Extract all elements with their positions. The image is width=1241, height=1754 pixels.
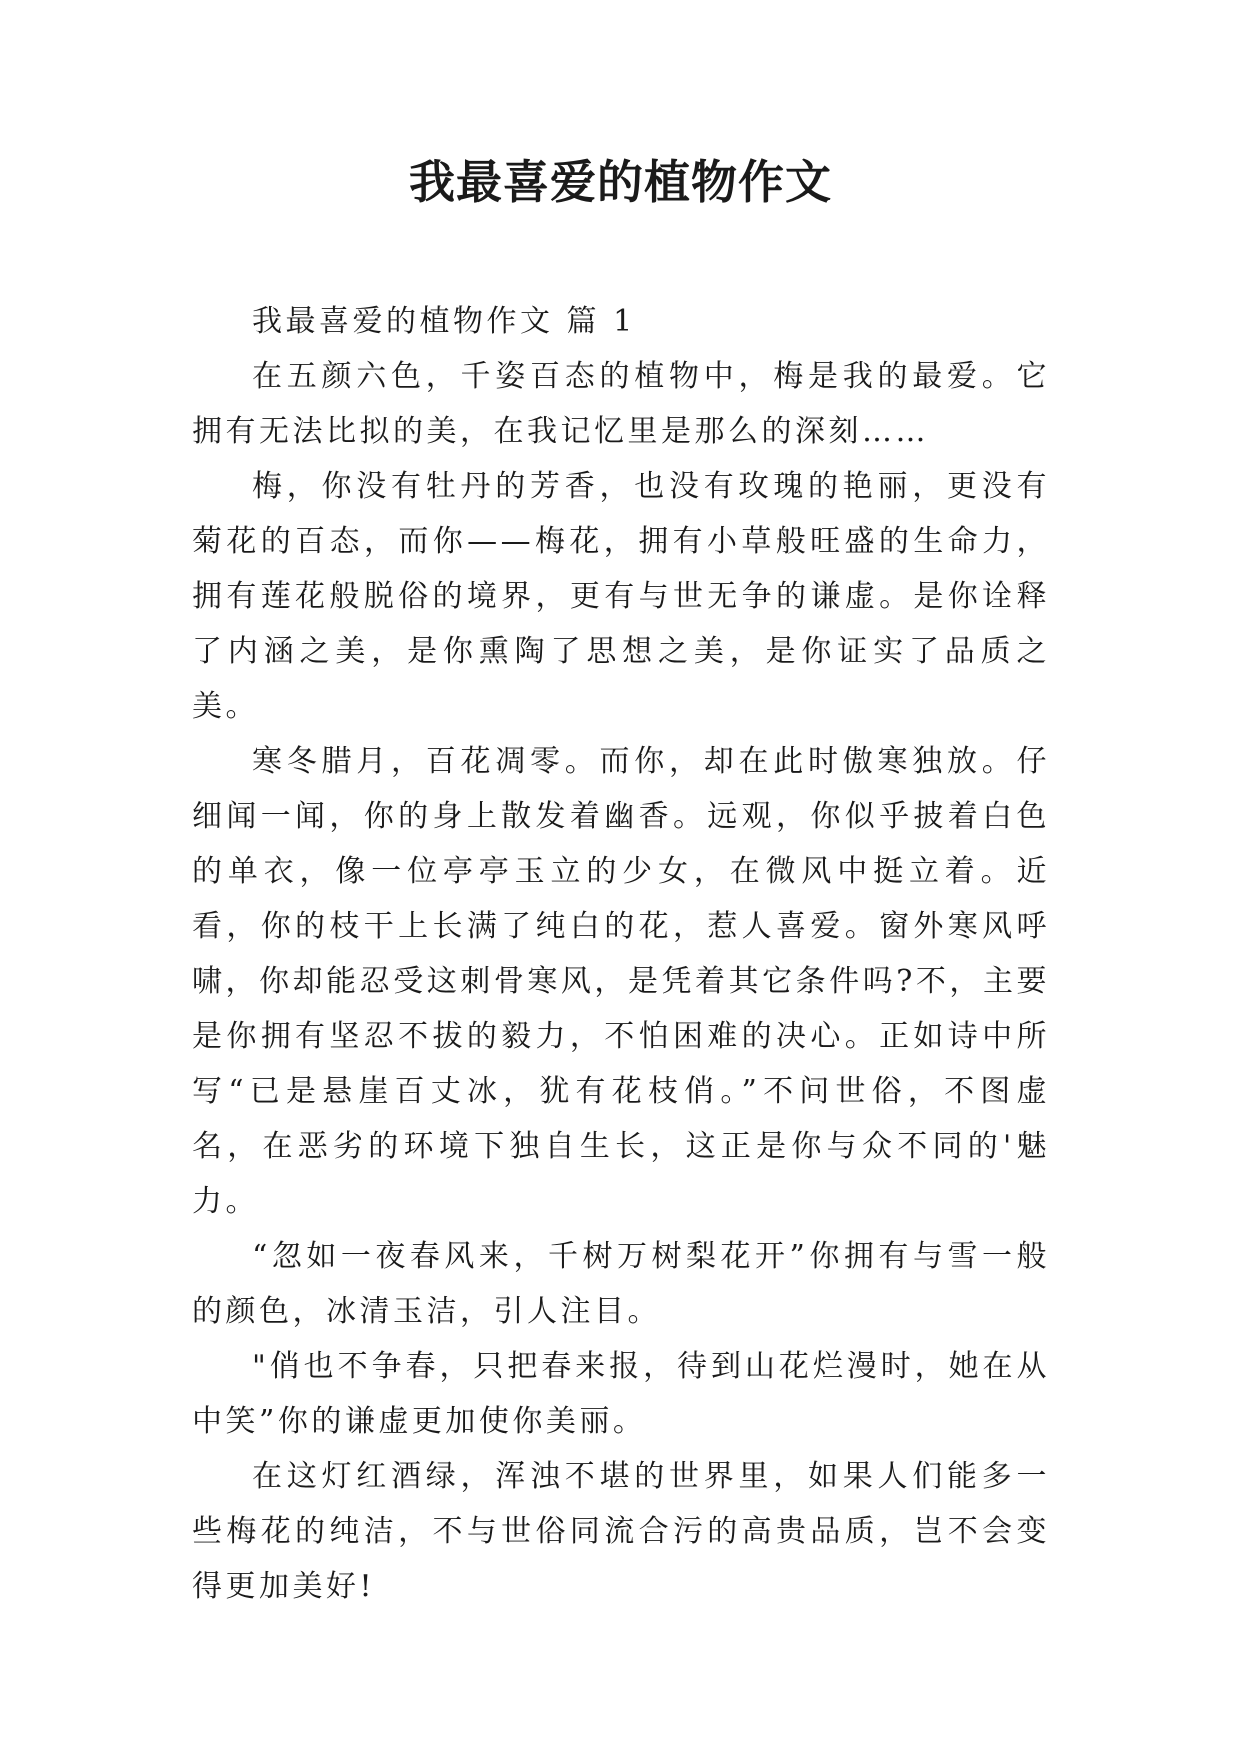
paragraph: “忽如一夜春风来，千树万树梨花开”你拥有与雪一般的颜色，冰清玉洁，引人注目。 [192,1239,1050,1329]
section-heading: 我最喜爱的植物作文 篇 1 [252,304,636,339]
document-body [192,294,1050,1614]
paragraph: 梅，你没有牡丹的芳香，也没有玫瑰的艳丽，更没有菊花的百态，而你——梅花，拥有小草般旺盛的生命力，拥有莲花般脱俗的境界，更有与世无争的谦虚。是你诠释了内涵之美，是你熏陶了思想之美，是你证实了品质之美。 [192,469,1050,724]
paragraph: 在五颜六色，千姿百态的植物中，梅是我的最爱。它拥有无法比拟的美，在我记忆里是那么的深刻…… [192,359,1050,449]
document-title: 我最喜爱的植物作文 [409,155,832,209]
paragraph: "俏也不争春，只把春来报，待到山花烂漫时，她在从中笑”你的谦虚更加使你美丽。 [192,1349,1050,1439]
paragraph: 寒冬腊月，百花凋零。而你，却在此时傲寒独放。仔细闻一闻，你的身上散发着幽香。远观，你似乎披着白色的单衣，像一位亭亭玉立的少女，在微风中挺立着。近看，你的枝干上长满了纯白的花，惹人喜爱。窗外寒风呼啸，你却能忍受这刺骨寒风，是凭着其它条件吗?不，主要是你拥有坚忍不拔的毅力，不怕困难的决心。正如诗中所写“已是悬崖百丈冰，犹有花枝俏。”不问世俗，不图虚名，在恶劣的环境下独自生长，这正是你与众不同的'魅力。 [192,744,1050,1219]
paragraph: 在这灯红酒绿，浑浊不堪的世界里，如果人们能多一些梅花的纯洁，不与世俗同流合污的高贵品质，岂不会变得更加美好! [192,1459,1050,1604]
